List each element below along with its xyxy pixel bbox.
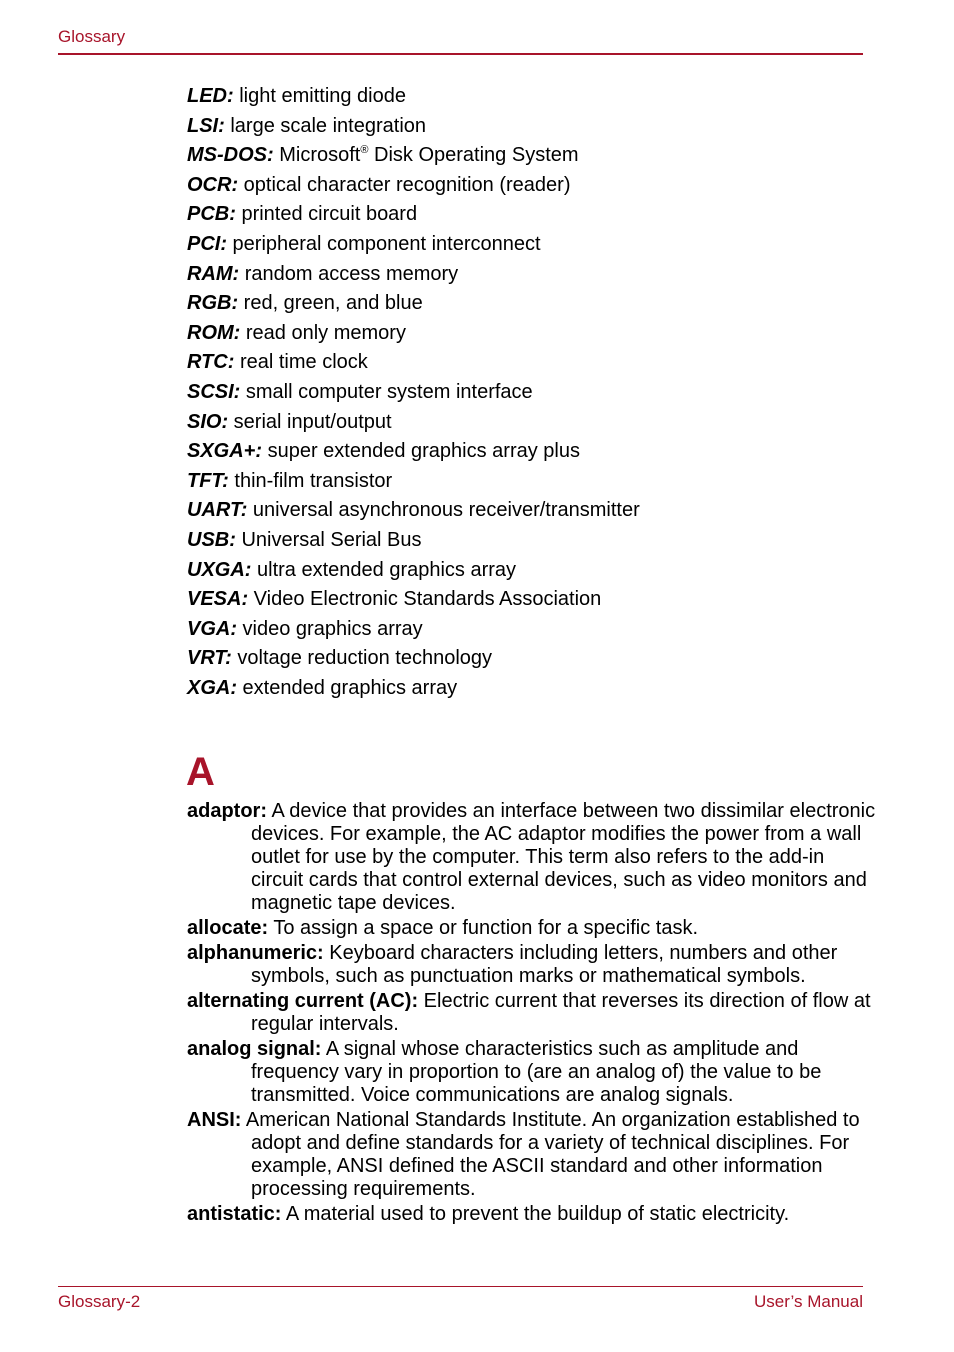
abbreviation-definition: red, green, and blue — [238, 292, 423, 315]
glossary-term: adaptor: — [187, 800, 267, 822]
abbreviation-term: LSI: — [187, 114, 225, 137]
registered-mark: ® — [360, 144, 369, 157]
glossary-term: alternating current (AC): — [187, 990, 419, 1012]
abbreviation-definition: random access memory — [239, 262, 459, 285]
abbreviation-definition: thin-film transistor — [228, 469, 393, 492]
glossary-definition: A device that provides an interface between two dissimilar electronic devices. For example, the AC adaptor modifies the power from a wall outlet for use by the computer. This term also refers to the add-in circuit cards that control external devices, such as video monitors and magnetic tape devices. — [251, 800, 876, 914]
abbreviation-definition: video graphics array — [237, 617, 423, 640]
abbreviation-term: OCR: — [187, 173, 239, 196]
glossary-entry — [187, 990, 877, 1036]
section-letter-heading: A — [186, 750, 215, 794]
abbreviation-item — [187, 410, 867, 440]
abbreviation-definition: large scale integration — [224, 114, 427, 137]
abbreviation-definition: universal asynchronous receiver/transmitter — [247, 499, 640, 522]
glossary-entry — [187, 1109, 877, 1201]
abbreviation-definition: serial input/output — [228, 410, 392, 433]
abbreviation-item — [187, 469, 867, 499]
abbreviation-term: SIO: — [187, 410, 229, 433]
abbreviation-term: VESA: — [187, 588, 249, 611]
glossary-definition: A material used to prevent the buildup of static electricity. — [281, 1203, 790, 1225]
glossary-term: antistatic: — [187, 1203, 282, 1225]
abbreviation-item — [187, 321, 867, 351]
abbreviation-term: UXGA: — [187, 558, 252, 581]
glossary-entry — [187, 1038, 877, 1107]
abbreviation-term: MS-DOS: — [187, 144, 274, 167]
abbreviation-definition: extended graphics array — [237, 676, 458, 699]
abbreviation-definition: optical character recognition (reader) — [238, 173, 571, 196]
abbreviation-definition: printed circuit board — [235, 203, 418, 226]
abbreviation-item — [187, 676, 867, 706]
abbreviation-definition: read only memory — [240, 321, 406, 344]
glossary-entry — [187, 942, 877, 988]
abbreviation-item — [187, 143, 867, 173]
glossary-definition: A signal whose characteristics such as amplitude and frequency vary in proportion to (are an analog of) the value to be transmitted. Voice communications are analog signals. — [251, 1038, 822, 1106]
abbreviation-term: SCSI: — [187, 380, 241, 403]
glossary-term: alphanumeric: — [187, 942, 324, 964]
abbreviation-item — [187, 380, 867, 410]
abbreviation-item — [187, 617, 867, 647]
abbreviation-item — [187, 202, 867, 232]
glossary-entry — [187, 917, 877, 940]
abbreviation-term: ROM: — [187, 321, 241, 344]
glossary-entry — [187, 800, 877, 915]
abbreviation-definition: Video Electronic Standards Association — [248, 588, 602, 611]
abbreviation-item — [187, 262, 867, 292]
abbreviation-term: SXGA+: — [187, 440, 263, 463]
abbreviation-definition: small computer system interface — [240, 380, 533, 403]
abbreviation-item — [187, 558, 867, 588]
abbreviation-term: RTC: — [187, 351, 235, 374]
abbreviation-term: PCI: — [187, 232, 227, 255]
abbreviation-term: VRT: — [187, 647, 232, 670]
abbreviation-term: RAM: — [187, 262, 240, 285]
abbreviation-item — [187, 173, 867, 203]
abbreviation-term: VGA: — [187, 617, 237, 640]
abbreviation-definition: ultra extended graphics array — [251, 558, 517, 581]
header-rule — [58, 53, 863, 55]
abbreviation-term: PCB: — [187, 203, 236, 226]
abbreviation-item — [187, 114, 867, 144]
glossary-definition: American National Standards Institute. An organization established to adopt and define standards for a variety of technical disciplines. For example, ANSI defined the ASCII standard and other information processing requirements. — [241, 1109, 860, 1200]
page-number: Glossary-2 — [58, 1292, 141, 1311]
abbreviation-definition: voltage reduction technology — [231, 647, 493, 670]
glossary-definition: Electric current that reverses its direction of flow at regular intervals. — [251, 990, 871, 1035]
glossary-definition: To assign a space or function for a specific task. — [268, 917, 699, 939]
abbreviation-list — [187, 84, 867, 705]
footer-rule — [58, 1286, 863, 1287]
abbreviation-definition: light emitting diode — [233, 85, 406, 107]
glossary-term: ANSI: — [187, 1109, 242, 1131]
abbreviation-term: XGA: — [187, 676, 237, 699]
glossary-definition: Keyboard characters including letters, numbers and other symbols, such as punctuation marks or mathematical symbols. — [251, 942, 838, 987]
abbreviation-item — [187, 528, 867, 558]
glossary-entry — [187, 1203, 877, 1226]
abbreviation-definition-cont: Disk Operating System — [368, 144, 579, 167]
abbreviation-definition: super extended graphics array plus — [262, 440, 580, 463]
abbreviation-term: RGB: — [187, 292, 239, 315]
abbreviation-item — [187, 439, 867, 469]
abbreviation-term: UART: — [187, 499, 248, 522]
abbreviation-definition: real time clock — [234, 351, 368, 374]
abbreviation-item — [187, 498, 867, 528]
abbreviation-item — [187, 232, 867, 262]
abbreviation-item — [187, 587, 867, 617]
abbreviation-definition: Microsoft — [273, 144, 361, 167]
manual-title: User’s Manual — [754, 1292, 863, 1311]
running-header: Glossary — [58, 27, 126, 46]
abbreviation-definition: peripheral component interconnect — [227, 232, 541, 255]
abbreviation-item — [187, 646, 867, 676]
abbreviation-item — [187, 291, 867, 321]
abbreviation-item — [187, 84, 867, 114]
glossary-term: allocate: — [187, 917, 269, 939]
abbreviation-definition: Universal Serial Bus — [235, 528, 422, 551]
abbreviation-term: USB: — [187, 528, 236, 551]
glossary-entry-list — [187, 800, 877, 1228]
abbreviation-term: TFT: — [187, 469, 229, 492]
abbreviation-item — [187, 350, 867, 380]
abbreviation-term: LED: — [187, 85, 234, 107]
glossary-term: analog signal: — [187, 1038, 322, 1060]
